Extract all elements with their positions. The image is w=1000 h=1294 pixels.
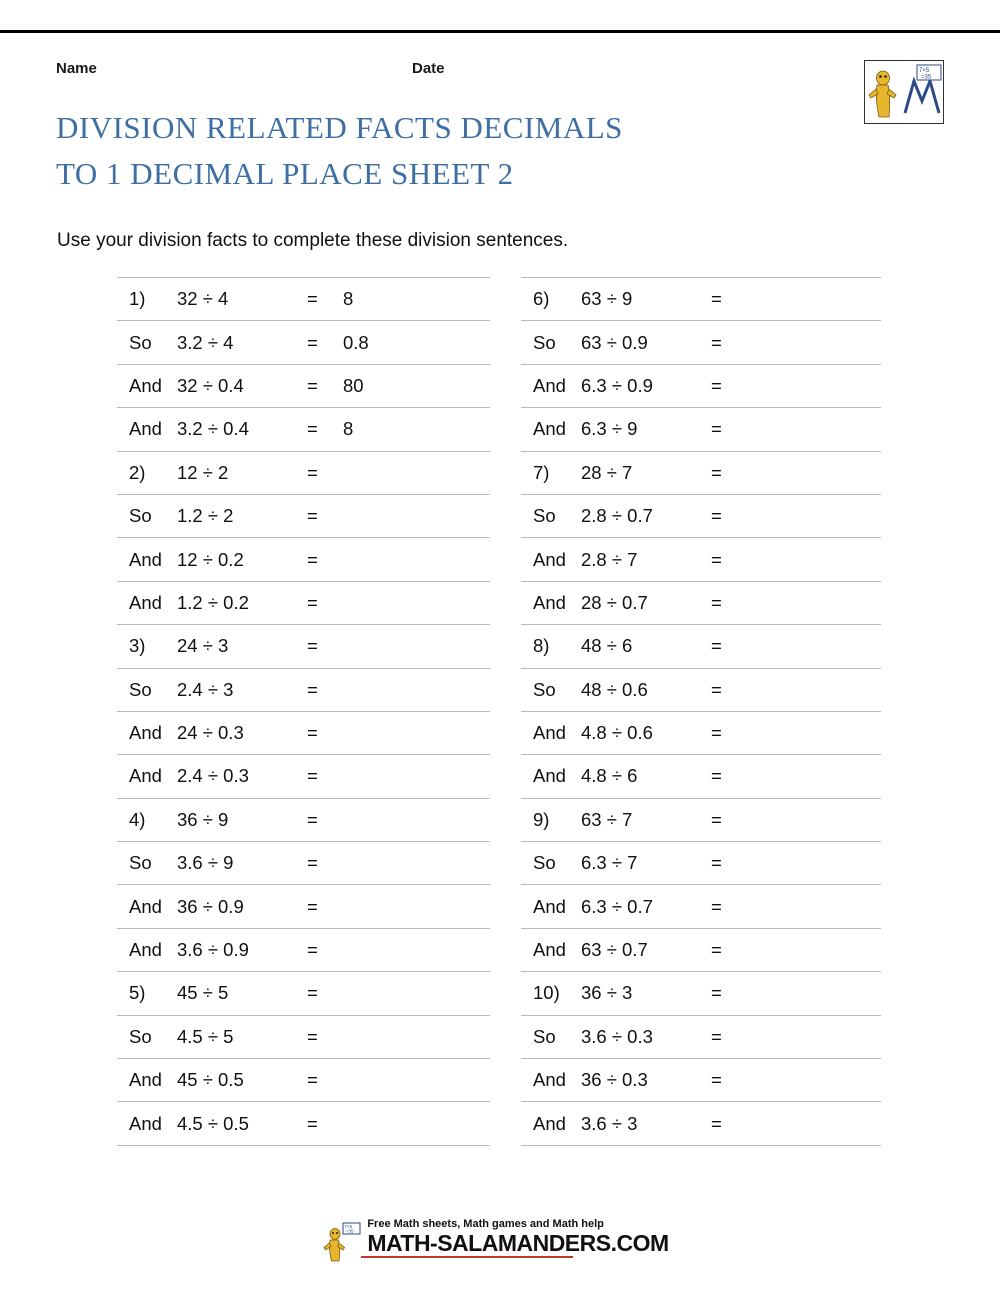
equals-sign: = — [307, 765, 318, 787]
problem-row — [117, 668, 490, 711]
problem-lead-label: So — [533, 852, 556, 874]
problem-row — [117, 451, 490, 494]
problem-expression: 6.3 ÷ 7 — [581, 852, 638, 874]
problem-lead-label: 1) — [129, 288, 146, 310]
equals-sign: = — [307, 635, 318, 657]
answer-field[interactable]: 8 — [343, 288, 354, 310]
salamander-logo — [864, 60, 944, 124]
problem-lead-label: 8) — [533, 635, 550, 657]
equals-sign: = — [307, 808, 318, 830]
problem-lead-label: So — [129, 331, 152, 353]
problem-expression: 63 ÷ 9 — [581, 288, 633, 310]
problem-row — [521, 407, 881, 450]
problem-lead-label: And — [533, 1069, 566, 1091]
problem-lead-label: So — [533, 505, 556, 527]
problem-lead-label: And — [129, 548, 162, 570]
problem-lead-label: And — [533, 548, 566, 570]
problem-row — [521, 971, 881, 1014]
problem-row — [117, 798, 490, 841]
problem-expression: 12 ÷ 2 — [177, 461, 229, 483]
equals-sign: = — [711, 982, 722, 1004]
problem-expression: 36 ÷ 0.3 — [581, 1069, 648, 1091]
problem-expression: 36 ÷ 9 — [177, 808, 229, 830]
problem-row — [521, 841, 881, 884]
problem-lead-label: And — [533, 895, 566, 917]
problem-lead-label: 2) — [129, 461, 146, 483]
problem-row — [521, 798, 881, 841]
problem-row — [521, 754, 881, 797]
problem-expression: 3.2 ÷ 4 — [177, 331, 234, 353]
footer — [0, 1218, 1000, 1257]
problem-expression: 4.5 ÷ 0.5 — [177, 1112, 249, 1134]
footer-salamander-icon — [321, 1222, 365, 1262]
problem-expression: 45 ÷ 0.5 — [177, 1069, 244, 1091]
problem-lead-label: 10) — [533, 982, 560, 1004]
problem-row — [521, 1015, 881, 1058]
equals-sign: = — [307, 982, 318, 1004]
svg-text:7×5: 7×5 — [344, 1224, 353, 1229]
problem-column-left — [117, 277, 490, 1146]
equals-sign: = — [711, 548, 722, 570]
date-label: Date — [412, 60, 445, 77]
equals-sign: = — [711, 1069, 722, 1091]
problem-expression: 36 ÷ 3 — [581, 982, 633, 1004]
problem-expression: 2.8 ÷ 7 — [581, 548, 638, 570]
equals-sign: = — [307, 374, 318, 396]
problem-row — [117, 1058, 490, 1101]
problem-row — [521, 711, 881, 754]
equals-sign: = — [307, 852, 318, 874]
equals-sign: = — [307, 1025, 318, 1047]
problem-expression: 6.3 ÷ 0.7 — [581, 895, 653, 917]
problem-expression: 4.8 ÷ 0.6 — [581, 722, 653, 744]
problem-lead-label: 3) — [129, 635, 146, 657]
problem-lead-label: So — [533, 331, 556, 353]
problem-expression: 28 ÷ 0.7 — [581, 591, 648, 613]
problem-row — [521, 581, 881, 624]
problem-row — [117, 841, 490, 884]
problem-lead-label: And — [129, 765, 162, 787]
instructions-text: Use your division facts to complete these division sentences. — [57, 230, 569, 251]
problem-expression: 1.2 ÷ 2 — [177, 505, 234, 527]
problem-lead-label: So — [129, 678, 152, 700]
equals-sign: = — [711, 418, 722, 440]
equals-sign: = — [307, 939, 318, 961]
problem-lead-label: And — [129, 1112, 162, 1134]
problem-column-right — [521, 277, 881, 1146]
footer-tagline: Free Math sheets, Math games and Math help — [367, 1218, 604, 1230]
top-divider — [0, 30, 1000, 33]
svg-text:7×5: 7×5 — [919, 68, 930, 74]
problem-row — [521, 1058, 881, 1101]
equals-sign: = — [711, 765, 722, 787]
problem-expression: 12 ÷ 0.2 — [177, 548, 244, 570]
problem-row — [521, 624, 881, 667]
problem-row — [521, 494, 881, 537]
problem-row — [521, 451, 881, 494]
problem-expression: 3.6 ÷ 9 — [177, 852, 234, 874]
problem-row — [521, 277, 881, 320]
problem-expression: 28 ÷ 7 — [581, 461, 633, 483]
problem-lead-label: And — [533, 765, 566, 787]
problem-expression: 1.2 ÷ 0.2 — [177, 591, 249, 613]
problem-row — [117, 754, 490, 797]
equals-sign: = — [307, 591, 318, 613]
problem-lead-label: And — [533, 722, 566, 744]
problem-expression: 3.2 ÷ 0.4 — [177, 418, 249, 440]
problem-row — [521, 884, 881, 927]
problem-lead-label: So — [129, 1025, 152, 1047]
equals-sign: = — [711, 591, 722, 613]
problem-lead-label: And — [533, 939, 566, 961]
equals-sign: = — [307, 288, 318, 310]
answer-field[interactable]: 80 — [343, 374, 364, 396]
problem-lead-label: 4) — [129, 808, 146, 830]
problem-row — [117, 407, 490, 450]
problem-lead-label: And — [533, 374, 566, 396]
problem-row — [117, 624, 490, 667]
problem-row — [117, 1101, 490, 1145]
equals-sign: = — [307, 548, 318, 570]
problem-row — [117, 364, 490, 407]
problem-row — [117, 494, 490, 537]
problem-expression: 48 ÷ 0.6 — [581, 678, 648, 700]
problem-expression: 3.6 ÷ 3 — [581, 1112, 638, 1134]
page-title — [56, 105, 816, 197]
equals-sign: = — [711, 939, 722, 961]
problem-expression: 63 ÷ 0.9 — [581, 331, 648, 353]
salamander-logo-graphic — [865, 61, 943, 123]
svg-text:=35: =35 — [921, 74, 932, 81]
problem-row — [521, 668, 881, 711]
equals-sign: = — [307, 461, 318, 483]
equals-sign: = — [711, 895, 722, 917]
problem-lead-label: 6) — [533, 288, 550, 310]
problem-lead-label: And — [129, 374, 162, 396]
problem-row — [117, 320, 490, 363]
problem-row — [117, 581, 490, 624]
problem-expression: 2.4 ÷ 3 — [177, 678, 234, 700]
problem-expression: 2.8 ÷ 0.7 — [581, 505, 653, 527]
problem-expression: 63 ÷ 0.7 — [581, 939, 648, 961]
problem-expression: 24 ÷ 0.3 — [177, 722, 244, 744]
problem-expression: 6.3 ÷ 9 — [581, 418, 638, 440]
problem-row — [117, 884, 490, 927]
footer-brand: MATH-SALAMANDERS.COM — [367, 1230, 669, 1256]
problem-expression: 2.4 ÷ 0.3 — [177, 765, 249, 787]
problem-lead-label: And — [129, 722, 162, 744]
problem-expression: 4.5 ÷ 5 — [177, 1025, 234, 1047]
problem-lead-label: And — [533, 591, 566, 613]
problem-lead-label: And — [129, 939, 162, 961]
problem-row — [521, 364, 881, 407]
equals-sign: = — [307, 1112, 318, 1134]
equals-sign: = — [711, 461, 722, 483]
equals-sign: = — [307, 418, 318, 440]
problem-expression: 4.8 ÷ 6 — [581, 765, 638, 787]
problem-expression: 3.6 ÷ 0.9 — [177, 939, 249, 961]
problem-expression: 63 ÷ 7 — [581, 808, 633, 830]
problem-row — [521, 320, 881, 363]
problem-lead-label: So — [533, 678, 556, 700]
problem-lead-label: 5) — [129, 982, 146, 1004]
problem-expression: 3.6 ÷ 0.3 — [581, 1025, 653, 1047]
footer-underline — [361, 1256, 573, 1258]
equals-sign: = — [711, 722, 722, 744]
problem-lead-label: And — [129, 418, 162, 440]
equals-sign: = — [711, 331, 722, 353]
equals-sign: = — [711, 852, 722, 874]
problem-lead-label: So — [129, 505, 152, 527]
equals-sign: = — [711, 505, 722, 527]
equals-sign: = — [711, 1025, 722, 1047]
equals-sign: = — [711, 678, 722, 700]
problem-lead-label: And — [533, 1112, 566, 1134]
equals-sign: = — [711, 635, 722, 657]
problem-lead-label: And — [129, 591, 162, 613]
equals-sign: = — [307, 678, 318, 700]
problem-row — [117, 971, 490, 1014]
equals-sign: = — [307, 895, 318, 917]
problem-expression: 24 ÷ 3 — [177, 635, 229, 657]
problem-lead-label: 9) — [533, 808, 550, 830]
problem-row — [117, 277, 490, 320]
footer-inner — [331, 1218, 668, 1257]
answer-field[interactable]: 8 — [343, 418, 354, 440]
equals-sign: = — [711, 288, 722, 310]
problem-row — [117, 537, 490, 580]
problem-row — [117, 1015, 490, 1058]
page-title-line2: TO 1 DECIMAL PLACE SHEET 2 — [56, 156, 514, 191]
problem-lead-label: 7) — [533, 461, 550, 483]
problem-row — [521, 1101, 881, 1145]
svg-text:=35: =35 — [346, 1228, 354, 1234]
problem-lead-label: And — [129, 1069, 162, 1091]
equals-sign: = — [711, 374, 722, 396]
problem-row — [521, 537, 881, 580]
problem-expression: 32 ÷ 4 — [177, 288, 229, 310]
equals-sign: = — [307, 722, 318, 744]
problem-lead-label: So — [129, 852, 152, 874]
equals-sign: = — [307, 331, 318, 353]
equals-sign: = — [307, 1069, 318, 1091]
problem-lead-label: So — [533, 1025, 556, 1047]
problem-lead-label: And — [533, 418, 566, 440]
equals-sign: = — [711, 1112, 722, 1134]
problem-lead-label: And — [129, 895, 162, 917]
answer-field[interactable]: 0.8 — [343, 331, 369, 353]
name-label: Name — [56, 60, 97, 77]
problem-expression: 6.3 ÷ 0.9 — [581, 374, 653, 396]
problem-row — [117, 711, 490, 754]
problem-expression: 48 ÷ 6 — [581, 635, 633, 657]
problem-expression: 45 ÷ 5 — [177, 982, 229, 1004]
problem-expression: 36 ÷ 0.9 — [177, 895, 244, 917]
problem-expression: 32 ÷ 0.4 — [177, 374, 244, 396]
problem-row — [117, 928, 490, 971]
problem-row — [521, 928, 881, 971]
equals-sign: = — [307, 505, 318, 527]
equals-sign: = — [711, 808, 722, 830]
page-title-line1: DIVISION RELATED FACTS DECIMALS — [56, 110, 623, 145]
